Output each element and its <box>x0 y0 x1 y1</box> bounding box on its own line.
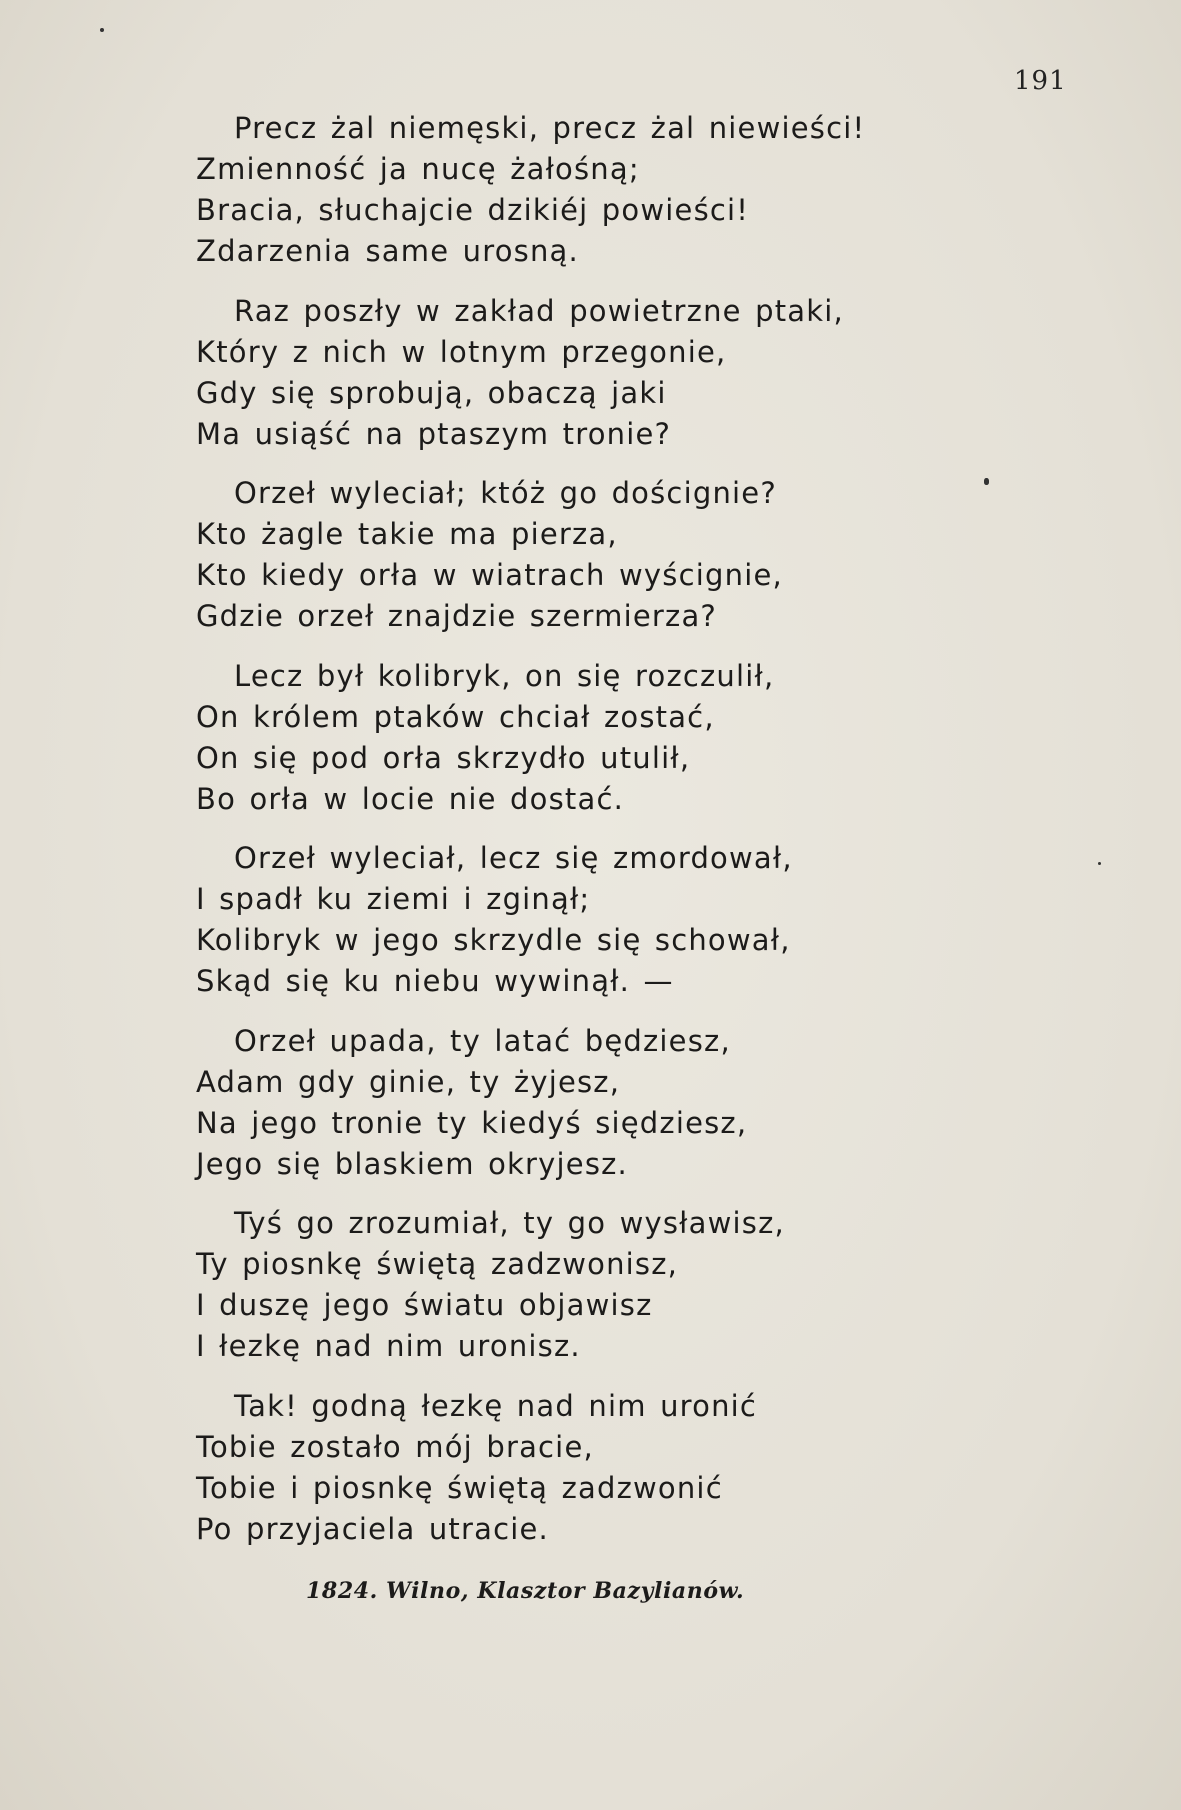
poem-line: Kto kiedy orła w wiatrach wyścignie, <box>196 558 783 592</box>
poem-line: Precz żal niemęski, precz żal niewieści! <box>234 111 866 145</box>
poem-line: Ty piosnkę świętą zadzwonisz, <box>196 1247 679 1281</box>
poem-line: I duszę jego światu objawisz <box>196 1288 653 1322</box>
poem-line: On się pod orła skrzydło utulił, <box>196 740 691 775</box>
poem-line: Raz poszły w zakład powietrzne ptaki, <box>234 293 844 328</box>
poem-line: Tyś go zrozumiał, ty go wysławisz, <box>234 1206 785 1240</box>
poem-line: Ma usiąść na ptaszym tronie? <box>196 416 672 451</box>
ink-speck <box>100 28 104 32</box>
ink-speck <box>984 478 989 485</box>
poem-line: Gdy się sprobują, obaczą jaki <box>196 375 667 410</box>
poem-line: Orzeł wyleciał, lecz się zmordował, <box>234 841 793 875</box>
poem-line: Bo orła w locie nie dostać. <box>196 781 625 816</box>
poem-line: Tak! godną łezkę nad nim uronić <box>234 1388 758 1423</box>
poem-line: Który z nich w lotnym przegonie, <box>196 334 727 369</box>
poem-line: Bracia, słuchajcie dzikiéj powieści! <box>196 193 750 227</box>
poem-line: On królem ptaków chciał zostać, <box>196 699 715 734</box>
stanza-7 <box>196 1203 1076 1367</box>
poem-line: Tobie zostało mój bracie, <box>196 1429 594 1464</box>
stanza-1 <box>196 108 1076 272</box>
poem-line: I łezkę nad nim uronisz. <box>196 1329 581 1363</box>
poem-line: Orzeł upada, ty latać będziesz, <box>234 1023 731 1058</box>
stanza-5 <box>196 838 1076 1002</box>
poem-line: Jego się blaskiem okryjesz. <box>196 1146 628 1181</box>
signature-date-place: 1824. Wilno, Klasztor Bazylianów. <box>306 1578 745 1604</box>
poem-line: I spadł ku ziemi i zginął; <box>196 882 591 916</box>
poem-line: Po przyjaciela utracie. <box>196 1511 549 1546</box>
stanza-4 <box>196 656 1076 820</box>
ink-speck <box>1098 862 1101 865</box>
poem-line: Lecz był kolibryk, on się rozczulił, <box>234 658 775 693</box>
poem-line: Adam gdy ginie, ty żyjesz, <box>196 1064 621 1099</box>
stanza-3 <box>196 473 1076 637</box>
stanza-6 <box>196 1021 1076 1185</box>
stanza-8 <box>196 1386 1076 1550</box>
poem-line: Zdarzenia same urosną. <box>196 234 579 268</box>
poem-line: Na jego tronie ty kiedyś siędziesz, <box>196 1105 748 1140</box>
page-number: 191 <box>1014 66 1067 96</box>
poem-line: Kto żagle takie ma pierza, <box>196 517 618 551</box>
poem-line: Orzeł wyleciał; któż go doścignie? <box>234 476 777 510</box>
poem <box>196 108 1076 1568</box>
poem-line: Tobie i piosnkę świętą zadzwonić <box>196 1470 723 1505</box>
poem-line: Zmienność ja nucę żałośną; <box>196 152 640 186</box>
poem-line: Gdzie orzeł znajdzie szermierza? <box>196 599 718 633</box>
poem-line: Skąd się ku niebu wywinął. — <box>196 964 674 998</box>
stanza-2 <box>196 291 1076 455</box>
poem-line: Kolibryk w jego skrzydle się schował, <box>196 923 791 957</box>
